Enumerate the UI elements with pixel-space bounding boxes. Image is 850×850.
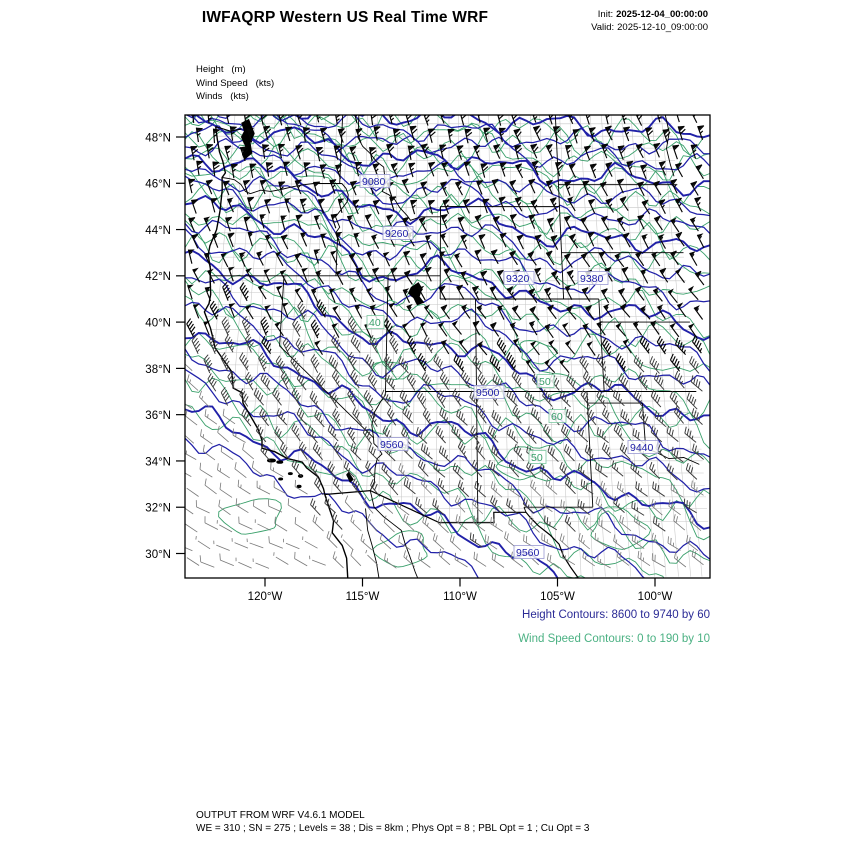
footer-line1: OUTPUT FROM WRF V4.6.1 MODEL xyxy=(196,810,365,821)
height-contour-label xyxy=(383,227,413,241)
speed-contour-label xyxy=(537,375,554,389)
lat-tick-label: 42°N xyxy=(145,271,171,284)
svg-text:9380: 9380 xyxy=(580,273,604,285)
lon-tick-label: 115°W xyxy=(345,591,380,603)
speed-contour-label xyxy=(367,316,384,330)
lon-tick-label: 120°W xyxy=(247,591,283,603)
legend-line: Winds (kts) xyxy=(196,91,249,102)
svg-text:9560: 9560 xyxy=(380,439,404,451)
svg-text:50: 50 xyxy=(531,452,543,464)
init-label: Init: xyxy=(597,9,614,20)
height-contour-label xyxy=(378,438,408,452)
svg-text:9080: 9080 xyxy=(362,176,386,188)
speed-contour-label xyxy=(549,410,566,424)
legend-line: Wind Speed (kts) xyxy=(196,77,275,89)
island xyxy=(279,478,283,480)
lat-tick-label: 48°N xyxy=(145,132,171,145)
svg-text:40: 40 xyxy=(369,317,381,329)
island xyxy=(277,461,283,463)
height-contour-label xyxy=(514,546,544,560)
island xyxy=(297,485,301,487)
height-contour-label xyxy=(578,272,608,286)
lon-tick-label: 100°W xyxy=(637,591,673,603)
wind-speed-contours-caption: Wind Speed Contours: 0 to 190 by 10 xyxy=(518,633,710,645)
lat-tick-label: 44°N xyxy=(145,224,171,237)
valid-label: Valid: xyxy=(591,22,615,33)
lat-tick-label: 30°N xyxy=(145,548,171,561)
model-footer xyxy=(196,809,589,835)
init-value: 2025-12-04_00:00:00 xyxy=(616,9,708,20)
speed-contour-label xyxy=(529,451,546,465)
svg-text:9320: 9320 xyxy=(506,273,530,285)
footer-line2: WE = 310 ; SN = 275 ; Levels = 38 ; Dis = 8km ; Phys Opt = 8 ; PBL Opt = 1 ; Cu Opt = 3 xyxy=(196,823,590,834)
svg-text:9560: 9560 xyxy=(516,547,540,559)
height-contour-label xyxy=(628,441,658,455)
field-legend xyxy=(196,63,274,104)
height-contour-label xyxy=(474,386,504,400)
svg-text:50: 50 xyxy=(539,376,551,388)
height-contour-label xyxy=(360,175,390,189)
lat-tick-label: 40°N xyxy=(145,317,171,330)
lat-tick-label: 32°N xyxy=(145,502,171,515)
height-contour-label xyxy=(504,272,534,286)
legend-line: Height (m) xyxy=(196,64,246,75)
lon-tick-label: 110°W xyxy=(443,591,477,603)
init-time xyxy=(591,8,708,21)
lat-tick-label: 36°N xyxy=(145,410,171,423)
svg-text:9260: 9260 xyxy=(385,228,409,240)
svg-text:9500: 9500 xyxy=(476,387,500,399)
lon-tick-label: 105°W xyxy=(540,591,575,603)
lat-tick-label: 34°N xyxy=(145,456,171,469)
svg-text:9440: 9440 xyxy=(630,442,654,454)
valid-time xyxy=(591,21,708,34)
page-title: IWFAQRP Western US Real Time WRF xyxy=(201,9,489,26)
wrf-map xyxy=(145,115,710,603)
island xyxy=(288,473,292,475)
svg-text:60: 60 xyxy=(551,411,563,423)
height-contours-caption: Height Contours: 8600 to 9740 by 60 xyxy=(522,609,710,621)
lat-tick-label: 46°N xyxy=(145,178,171,191)
valid-value: 2025-12-10_09:00:00 xyxy=(617,22,708,33)
model-times xyxy=(591,8,708,34)
lat-tick-label: 38°N xyxy=(145,363,171,376)
